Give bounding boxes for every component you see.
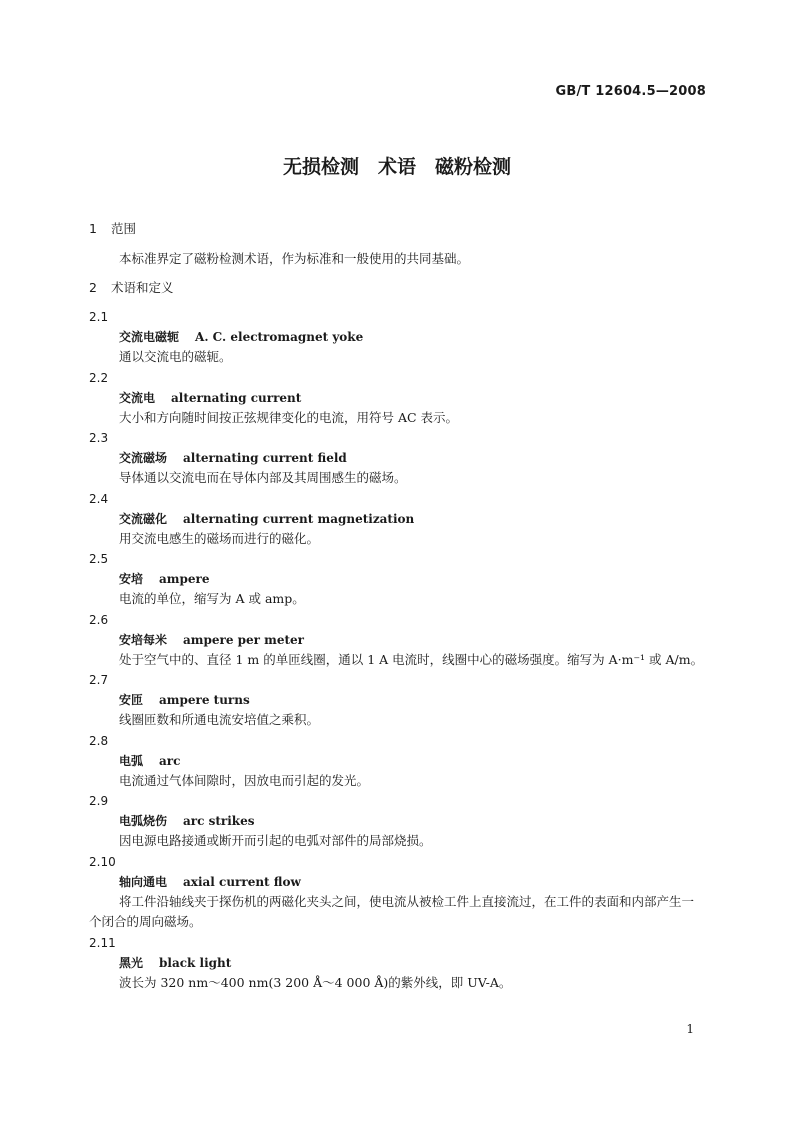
term-definition: 波长为 320 nm～400 nm(3 200 Å～4 000 Å)的紫外线，即 UV-A。 (119, 974, 512, 990)
term-chinese: 电弧烧伤 (119, 814, 168, 828)
term-english: arc strikes (183, 814, 255, 828)
term-number: 2.8 (89, 733, 109, 748)
term-heading (89, 872, 705, 892)
section-number: 1 (89, 221, 97, 236)
term-english: ampere (159, 572, 210, 586)
terms-list (89, 307, 705, 993)
term-entry (89, 307, 705, 368)
term-chinese: 交流电 (119, 390, 156, 405)
section-title: 范围 (111, 221, 137, 236)
term-english: ampere turns (159, 693, 250, 707)
term-english: axial current flow (183, 874, 301, 889)
term-definition: 通以交流电的磁轭。 (119, 349, 232, 364)
term-english: alternating current magnetization (183, 511, 415, 526)
term-english: ampere per meter (183, 632, 305, 647)
term-definition: 将工件沿轴线夹于探伤机的两磁化夹头之间，使电流从被检工件上直接流过，在工件的表面和内部产生一个闭合的周向磁场。 (89, 893, 695, 929)
term-chinese: 安培 (119, 572, 144, 586)
section-title: 术语和定义 (111, 280, 174, 295)
term-definition: 大小和方向随时间按正弦规律变化的电流，用符号 AC 表示。 (119, 409, 459, 425)
term-definition: 因电源电路接通或断开而引起的电弧对部件的局部烧损。 (119, 833, 432, 848)
term-entry (89, 670, 705, 731)
section-heading-terms (89, 277, 705, 299)
term-definition: 电流通过气体间隙时，因放电而引起的发光。 (119, 772, 370, 788)
term-definition: 导体通以交流电而在导体内部及其周围感生的磁场。 (119, 470, 407, 485)
term-heading (89, 953, 705, 973)
term-entry (89, 852, 705, 933)
term-chinese: 安匝 (119, 693, 144, 707)
term-definition: 电流的单位，缩写为 A 或 amp。 (119, 591, 305, 606)
term-heading (89, 751, 705, 771)
term-chinese: 电弧 (119, 753, 144, 768)
term-chinese: 安培每米 (119, 632, 168, 647)
term-heading (89, 630, 705, 650)
term-entry (89, 610, 705, 671)
term-entry (89, 428, 705, 489)
term-entry (89, 489, 705, 550)
term-number: 2.1 (89, 310, 109, 324)
term-number: 2.7 (89, 673, 109, 687)
term-definition: 线圈匝数和所通电流安培值之乘积。 (119, 712, 320, 727)
term-number: 2.9 (89, 794, 109, 808)
term-heading (89, 327, 705, 347)
term-number: 2.5 (89, 552, 109, 566)
term-chinese: 交流磁场 (119, 451, 168, 465)
term-chinese: 黑光 (119, 955, 144, 970)
standard-code: GB/T 12604.5—2008 (555, 84, 706, 99)
term-english: A. C. electromagnet yoke (195, 330, 364, 344)
term-number: 2.10 (89, 854, 116, 869)
term-entry (89, 549, 705, 610)
term-number: 2.2 (89, 370, 109, 385)
term-english: black light (159, 955, 232, 970)
term-english: alternating current field (183, 451, 347, 465)
term-english: alternating current (171, 390, 302, 405)
term-heading (89, 388, 705, 408)
document-body (89, 218, 705, 993)
section-heading-scope (89, 218, 705, 240)
term-heading (89, 448, 705, 468)
page-number: 1 (686, 1022, 694, 1036)
term-chinese: 轴向通电 (119, 874, 168, 889)
term-entry (89, 368, 705, 429)
page-title: 无损检测 术语 磁粉检测 (282, 156, 511, 178)
term-definition: 处于空气中的、直径 1 m 的单匝线圈，通以 1 A 电流时，线圈中心的磁场强度。缩写为 A·m⁻¹ 或 A/m。 (119, 651, 704, 667)
term-number: 2.11 (89, 935, 116, 950)
term-heading (89, 569, 705, 589)
term-entry (89, 731, 705, 792)
term-definition: 用交流电感生的磁场而进行的磁化。 (119, 530, 320, 546)
section-number: 2 (89, 280, 97, 295)
term-heading (89, 690, 705, 710)
term-chinese: 交流磁化 (119, 511, 168, 526)
term-chinese: 交流电磁轭 (119, 330, 180, 344)
term-english: arc (159, 753, 181, 768)
term-number: 2.6 (89, 612, 109, 627)
term-entry (89, 791, 705, 852)
term-number: 2.4 (89, 491, 109, 506)
term-entry (89, 933, 705, 994)
scope-paragraph: 本标准界定了磁粉检测术语，作为标准和一般使用的共同基础。 (119, 251, 470, 266)
term-number: 2.3 (89, 431, 109, 445)
term-heading (89, 509, 705, 529)
term-heading (89, 811, 705, 831)
